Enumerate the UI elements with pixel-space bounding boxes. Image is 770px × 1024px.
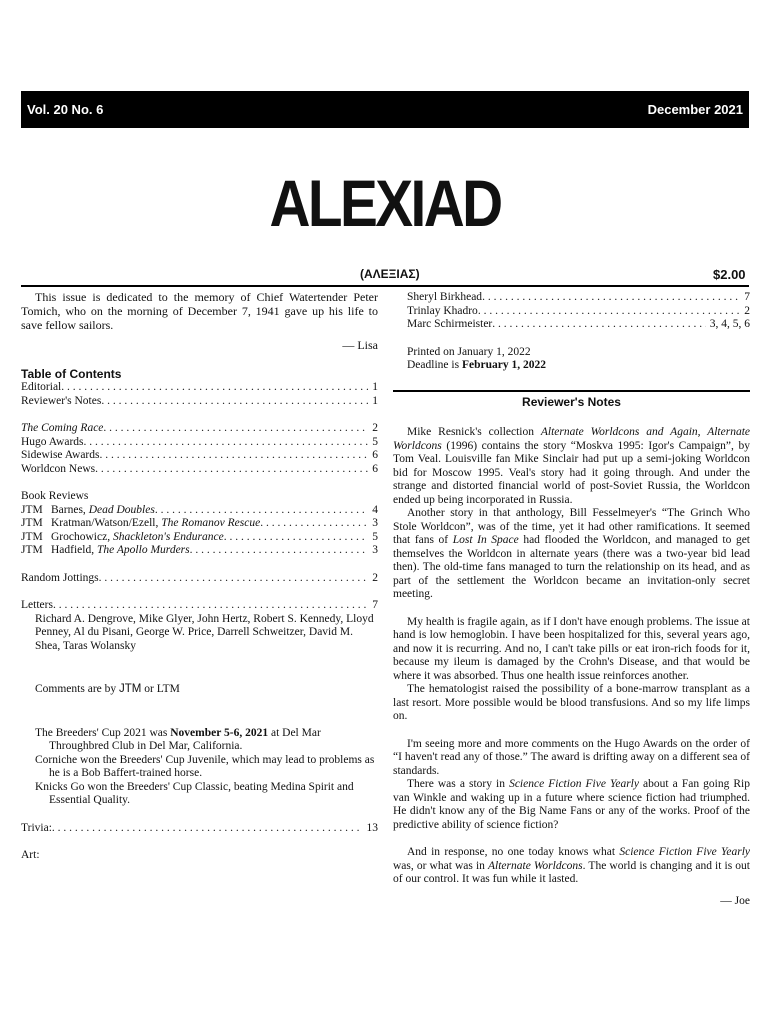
article-signature: — Joe: [720, 894, 750, 907]
deadline: Deadline is February 1, 2022: [407, 359, 546, 371]
dedication-text: This issue is dedicated to the memory of Chief Watertender Peter Tomich, who on the morning of December 7, 1941 gave up his life to save fellow sailors.: [21, 290, 378, 332]
toc-entry[interactable]: JTM Kratman/Watson/Ezell, The Romanov Rescue . . . 3: [21, 517, 378, 531]
toc-entry[interactable]: JTM Barnes, Dead Doubles . . . 4: [21, 504, 378, 518]
toc-group-1: [21, 381, 378, 408]
section-rule: [393, 390, 750, 392]
toc-entry[interactable]: Trivia: . . . 13: [21, 822, 378, 836]
art-credit: Marc Schirmeister . . . 3, 4, 5, 6: [393, 318, 750, 332]
article-paragraph: The hematologist raised the possibility of a bone-marrow transplant as a last resort. More possible would be blood transfusions. And so my life limps on.: [393, 683, 750, 722]
article-paragraph: And in response, no one today knows what Science Fiction Five Yearly was, or what was in Alternate Worldcons. The world is changing and it is out of our control. It was fun while it lasted.: [393, 846, 750, 885]
toc-heading: Table of Contents: [21, 366, 122, 381]
art-credit: Trinlay Khadro . . . 2: [393, 305, 750, 319]
book-reviews-list: [21, 504, 378, 558]
header-rule: [21, 285, 749, 287]
reviewers-notes-body: [393, 426, 750, 908]
dedication-signature: — Lisa: [342, 338, 378, 352]
comments-note: Comments are by JTM or LTM: [35, 683, 180, 695]
toc-entry[interactable]: The Coming Race . . . 2: [21, 422, 378, 436]
art-credit: Sheryl Birkhead . . . 7: [393, 291, 750, 305]
article-paragraph: There was a story in Science Fiction Five Yearly about a Fan going Rip van Winkle and waking up in a future where science fiction had triumphed. He didn't know any of the Big Name Fans or any of the works. Proof of the predictive ability of science fiction?: [393, 778, 751, 831]
toc-entry[interactable]: Worldcon News . . . 6: [21, 463, 378, 477]
masthead-title: ALEXIAD: [269, 166, 501, 240]
issue-date: December 2021: [647, 102, 743, 117]
book-reviews-heading: Book Reviews: [21, 490, 89, 502]
toc-entry[interactable]: Sidewise Awards . . . 6: [21, 449, 378, 463]
printed-date: Printed on January 1, 2022: [407, 345, 531, 358]
article-paragraph: My health is fragile again, as if I don't have enough problems. The issue at hand is low hemoglobin. I have been hospitalized for this, several years ago, and now it is recurring. And no, I can't take pills or eat iron-rich foods for it, because my ileum is damaged by the Crohn's Disease, and that would be where it was absorbed. Thus one health issue reinforces another.: [393, 615, 750, 682]
art-credits: [393, 291, 750, 373]
article-paragraph: Another story in that anthology, Bill Fesselmeyer's “The Grinch Who Stole Worldcon”, was of the time, yet it had other ramifications. It seemed that fans of Lost In Space had flooded the Worldcon, and managed to get themselves the Worldcon in alternate years (there was a two-year bid lead then). The old-time fans managed to turn the relationship on its head, and as part of the settlement the Worldcon became an invitation-only secret meeting.: [393, 507, 751, 600]
toc-entry[interactable]: Letters . . . 7: [21, 599, 378, 613]
breeders-cup-note: The Breeders' Cup 2021 was November 5-6, 2021 at Del Mar Throughbred Club in Del Mar, California.: [35, 726, 321, 752]
left-column: [21, 290, 378, 863]
letter-writers: Richard A. Dengrove, Mike Glyer, John Hertz, Robert S. Kennedy, Lloyd Penney, Al du Pisani, George W. Price, Darrell Schweitzer, David M. Shea, Taras Wolansky: [35, 612, 374, 652]
header-banner: [21, 91, 749, 128]
article-paragraph: Mike Resnick's collection Alternate Worldcons and Again, Alternate Worldcons (1996) contains the story “Moskva 1995: Igor's Campaign”, by Tom Veal. Louisville fan Mike Sinclair had put up a semi-joking Worldcon bid for Moscow 1995. Veal's story had it going through. And under the strange and distorted financial world of post-Soviet Russia, the Worldcon ended up being incorporated in Russia.: [393, 426, 750, 506]
knicks-note: Knicks Go won the Breeders' Cup Classic, beating Medina Spirit and Essential Quality.: [35, 780, 354, 806]
toc-entry[interactable]: JTM Hadfield, The Apollo Murders . . . 3: [21, 544, 378, 558]
corniche-note: Corniche won the Breeders' Cup Juvenile, which may lead to problems as he is a Bob Baffert-trained horse.: [35, 753, 375, 779]
issue-price: $2.00: [713, 267, 746, 282]
masthead-greek: (ΑΛΕΞΙΑΣ): [360, 267, 420, 281]
toc-entry[interactable]: Random Jottings . . . 2: [21, 572, 378, 586]
toc-group-2: [21, 422, 378, 476]
toc-entry[interactable]: JTM Grochowicz, Shackleton's Endurance . . . 5: [21, 531, 378, 545]
article-paragraph: I'm seeing more and more comments on the Hugo Awards on the order of “I haven't read any of those.” The award is drifting away on a different sea of standards.: [393, 737, 750, 777]
toc-entry[interactable]: Editorial . . . 1: [21, 381, 378, 395]
reviewers-notes-heading: Reviewer's Notes: [522, 395, 621, 409]
toc-entry[interactable]: Reviewer's Notes . . . 1: [21, 395, 378, 409]
volume-label: Vol. 20 No. 6: [27, 102, 104, 117]
toc-entry[interactable]: Hugo Awards . . . 5: [21, 436, 378, 450]
art-label: Art:: [21, 849, 40, 861]
